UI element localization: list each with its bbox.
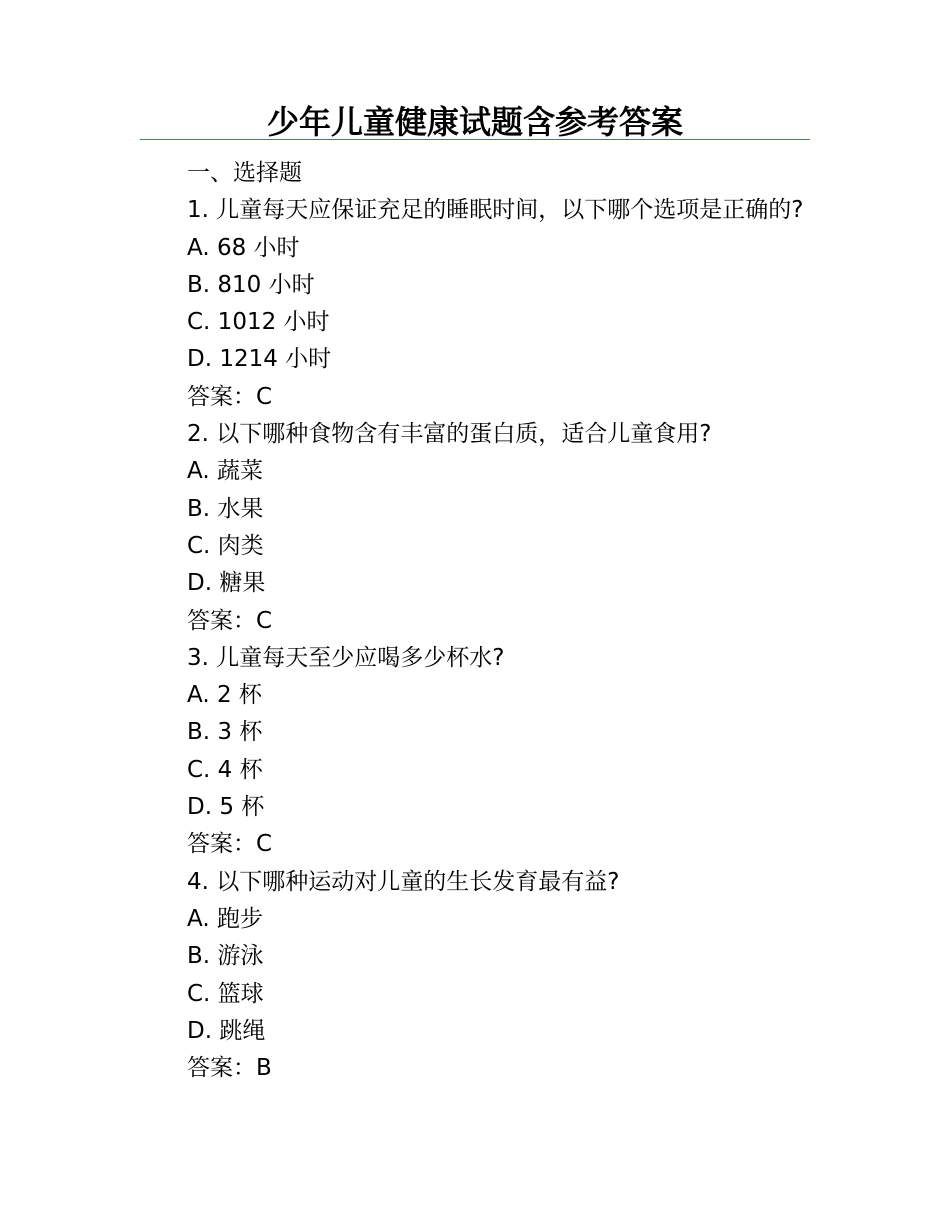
page-title: 少年儿童健康试题含参考答案 bbox=[266, 103, 683, 141]
question-block bbox=[140, 192, 812, 416]
option-a: A. 68 小时 bbox=[187, 234, 300, 261]
section-heading: 一、选择题 bbox=[187, 160, 302, 186]
option-b: B. 810 小时 bbox=[187, 271, 315, 298]
option-d: D. 1214 小时 bbox=[187, 346, 332, 373]
option-d: D. 糖果 bbox=[187, 570, 266, 597]
option-a: A. 2 杯 bbox=[187, 682, 262, 709]
question-text: 4. 以下哪种运动对儿童的生长发育最有益? bbox=[187, 868, 620, 895]
document-body bbox=[140, 155, 812, 1087]
option-b: B. 水果 bbox=[187, 495, 264, 522]
answer-text: 答案：C bbox=[187, 383, 273, 410]
option-b: B. 3 杯 bbox=[187, 719, 263, 746]
question-block bbox=[140, 864, 812, 1088]
question-block bbox=[140, 640, 812, 864]
option-d: D. 跳绳 bbox=[187, 1017, 266, 1044]
option-c: C. 4 杯 bbox=[187, 756, 263, 783]
option-a: A. 蔬菜 bbox=[187, 458, 263, 485]
option-c: C. 篮球 bbox=[187, 980, 264, 1007]
question-text: 1. 儿童每天应保证充足的睡眠时间，以下哪个选项是正确的? bbox=[187, 197, 804, 224]
option-c: C. 肉类 bbox=[187, 532, 264, 559]
answer-text: 答案：C bbox=[187, 607, 273, 634]
question-block bbox=[140, 416, 812, 640]
option-c: C. 1012 小时 bbox=[187, 309, 330, 336]
question-text: 3. 儿童每天至少应喝多少杯水? bbox=[187, 644, 505, 671]
option-b: B. 游泳 bbox=[187, 943, 264, 970]
title-underline bbox=[140, 139, 810, 140]
option-d: D. 5 杯 bbox=[187, 794, 265, 821]
answer-text: 答案：B bbox=[187, 1055, 272, 1082]
question-text: 2. 以下哪种食物含有丰富的蛋白质，适合儿童食用? bbox=[187, 421, 712, 448]
option-a: A. 跑步 bbox=[187, 905, 263, 932]
answer-text: 答案：C bbox=[187, 831, 273, 858]
